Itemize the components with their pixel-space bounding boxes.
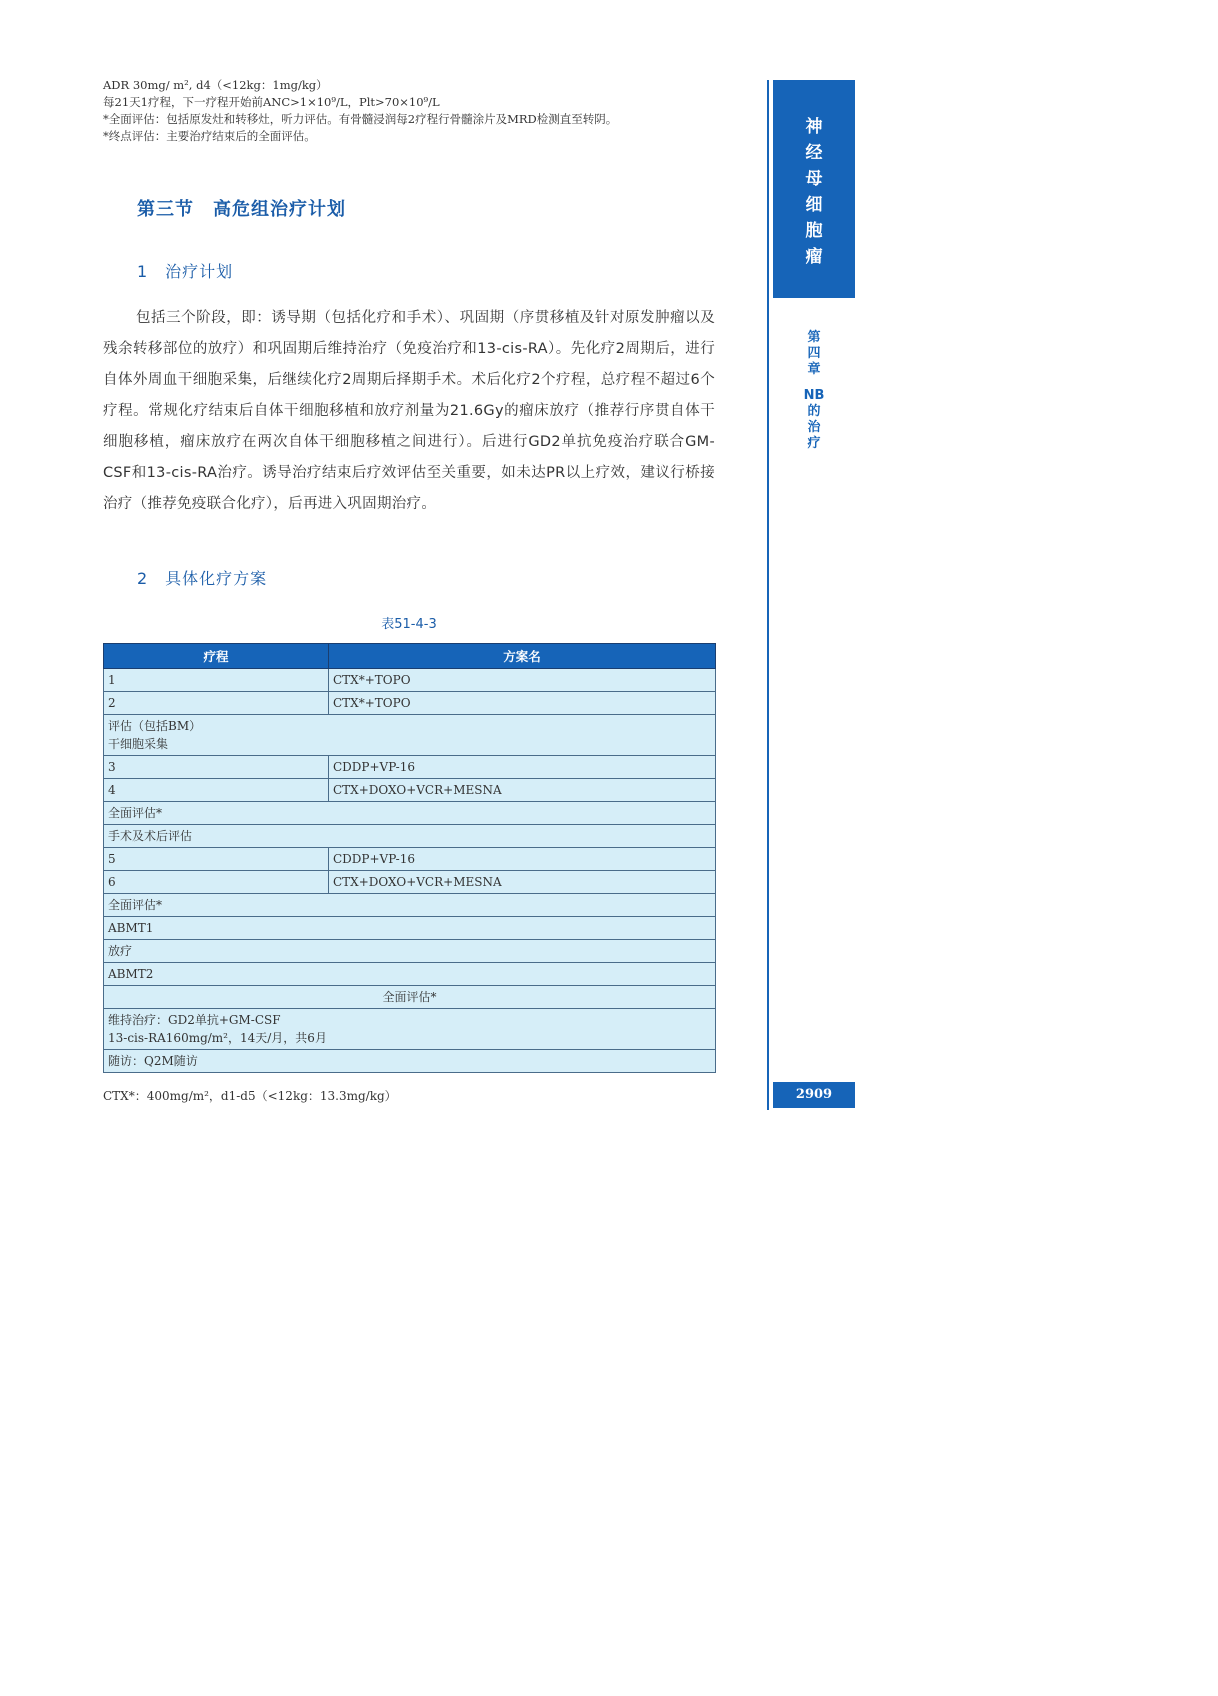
note-line: 每21天1疗程，下一疗程开始前ANC>1×10⁹/L，Plt>70×10⁹/L (103, 95, 440, 109)
cell-line: 干细胞采集 (108, 737, 169, 751)
side-tab-char: 神 (805, 117, 823, 137)
table-row (104, 1009, 716, 1050)
table-cell: 1 (104, 669, 329, 692)
table-row (104, 963, 716, 986)
table-caption: 表51-4-3 (381, 617, 437, 632)
table-header-row (104, 644, 716, 669)
table-cell: CDDP+VP-16 (329, 848, 716, 871)
table-row (104, 669, 716, 692)
table-cell (104, 715, 716, 756)
table-row (104, 1050, 716, 1073)
table-footnote: CTX*：400mg/m²，d1-d5（<12kg：13.3mg/kg） (103, 1089, 397, 1103)
table-row (104, 756, 716, 779)
column-header: 疗程 (104, 644, 329, 669)
chapter-char: 疗 (807, 436, 821, 451)
table-cell (104, 1009, 716, 1050)
chapter-char: 治 (807, 420, 821, 435)
table-row (104, 692, 716, 715)
table-cell: CDDP+VP-16 (329, 756, 716, 779)
table-cell: 放疗 (104, 940, 716, 963)
chapter-char: NB (803, 388, 825, 403)
table-cell: 6 (104, 871, 329, 894)
cell-line: 评估（包括BM） (108, 719, 202, 733)
side-tab-char: 细 (805, 195, 823, 215)
note-line: *终点评估：主要治疗结束后的全面评估。 (103, 129, 316, 143)
page-number: 2909 (773, 1082, 855, 1108)
chapter-char: 的 (807, 404, 821, 419)
body-paragraph: 包括三个阶段，即：诱导期（包括化疗和手术）、巩固期（序贯移植及针对原发肿瘤以及残余转移部位的放疗）和巩固期后维持治疗（免疫治疗和13-cis-RA）。先化疗2周期后，进行自体外周血干细胞采集，后继续化疗2周期后择期手术。术后化疗2个疗程，总疗程不超过6个疗程。常规化疗结束后自体干细胞移植和放疗剂量为21.6Gy的瘤床放疗（推荐行序贯自体干细胞移植，瘤床放疗在两次自体干细胞移植之间进行）。后进行GD2单抗免疫治疗联合GM-CSF和13-cis-RA治疗。诱导治疗结束后疗效评估至关重要，如未达PR以上疗效，建议行桥接治疗（推荐免疫联合化疗），后再进入巩固期治疗。 (103, 310, 715, 512)
table-cell: CTX*+TOPO (329, 669, 716, 692)
chapter-char: 章 (807, 362, 821, 377)
regimen-table (103, 643, 716, 1073)
table-cell: ABMT1 (104, 917, 716, 940)
note-line: *全面评估：包括原发灶和转移灶，听力评估。有骨髓浸润每2疗程行骨髓涂片及MRD检测直至转阴。 (103, 112, 618, 126)
subsection-title: 1 治疗计划 (137, 262, 234, 281)
side-section-tab (773, 80, 855, 298)
table-cell: 全面评估* (104, 894, 716, 917)
table-cell: 全面评估* (104, 802, 716, 825)
table-row (104, 871, 716, 894)
chapter-char: 第 (807, 330, 821, 345)
table-cell: ABMT2 (104, 963, 716, 986)
side-tab-char: 经 (805, 143, 823, 163)
side-divider-line (767, 80, 769, 1110)
table-cell: 3 (104, 756, 329, 779)
table-row (104, 917, 716, 940)
table-cell: CTX*+TOPO (329, 692, 716, 715)
table-cell: 2 (104, 692, 329, 715)
table-row (104, 894, 716, 917)
table-row (104, 825, 716, 848)
top-notes (103, 77, 723, 145)
table-row (104, 715, 716, 756)
chapter-char: 四 (807, 346, 821, 361)
table-cell: CTX+DOXO+VCR+MESNA (329, 779, 716, 802)
note-line: ADR 30mg/ m², d4（<12kg：1mg/kg） (103, 78, 328, 92)
table-cell: 手术及术后评估 (104, 825, 716, 848)
side-chapter-label (804, 330, 824, 452)
column-header: 方案名 (329, 644, 716, 669)
table-cell: 4 (104, 779, 329, 802)
side-tab-char: 母 (805, 169, 823, 189)
table-row (104, 986, 716, 1009)
section-title: 第三节 高危组治疗计划 (137, 199, 346, 220)
table-row (104, 779, 716, 802)
table-row (104, 940, 716, 963)
table-cell: 5 (104, 848, 329, 871)
table-row (104, 848, 716, 871)
side-tab-char: 瘤 (805, 247, 823, 267)
subsection-title: 2 具体化疗方案 (137, 569, 268, 588)
cell-line: 维持治疗：GD2单抗+GM-CSF (108, 1013, 281, 1027)
table-cell: 全面评估* (104, 986, 716, 1009)
table-row (104, 802, 716, 825)
cell-line: 13-cis-RA160mg/m²，14天/月，共6月 (108, 1031, 327, 1045)
table-cell: 随访：Q2M随访 (104, 1050, 716, 1073)
table-cell: CTX+DOXO+VCR+MESNA (329, 871, 716, 894)
side-tab-char: 胞 (805, 221, 823, 241)
